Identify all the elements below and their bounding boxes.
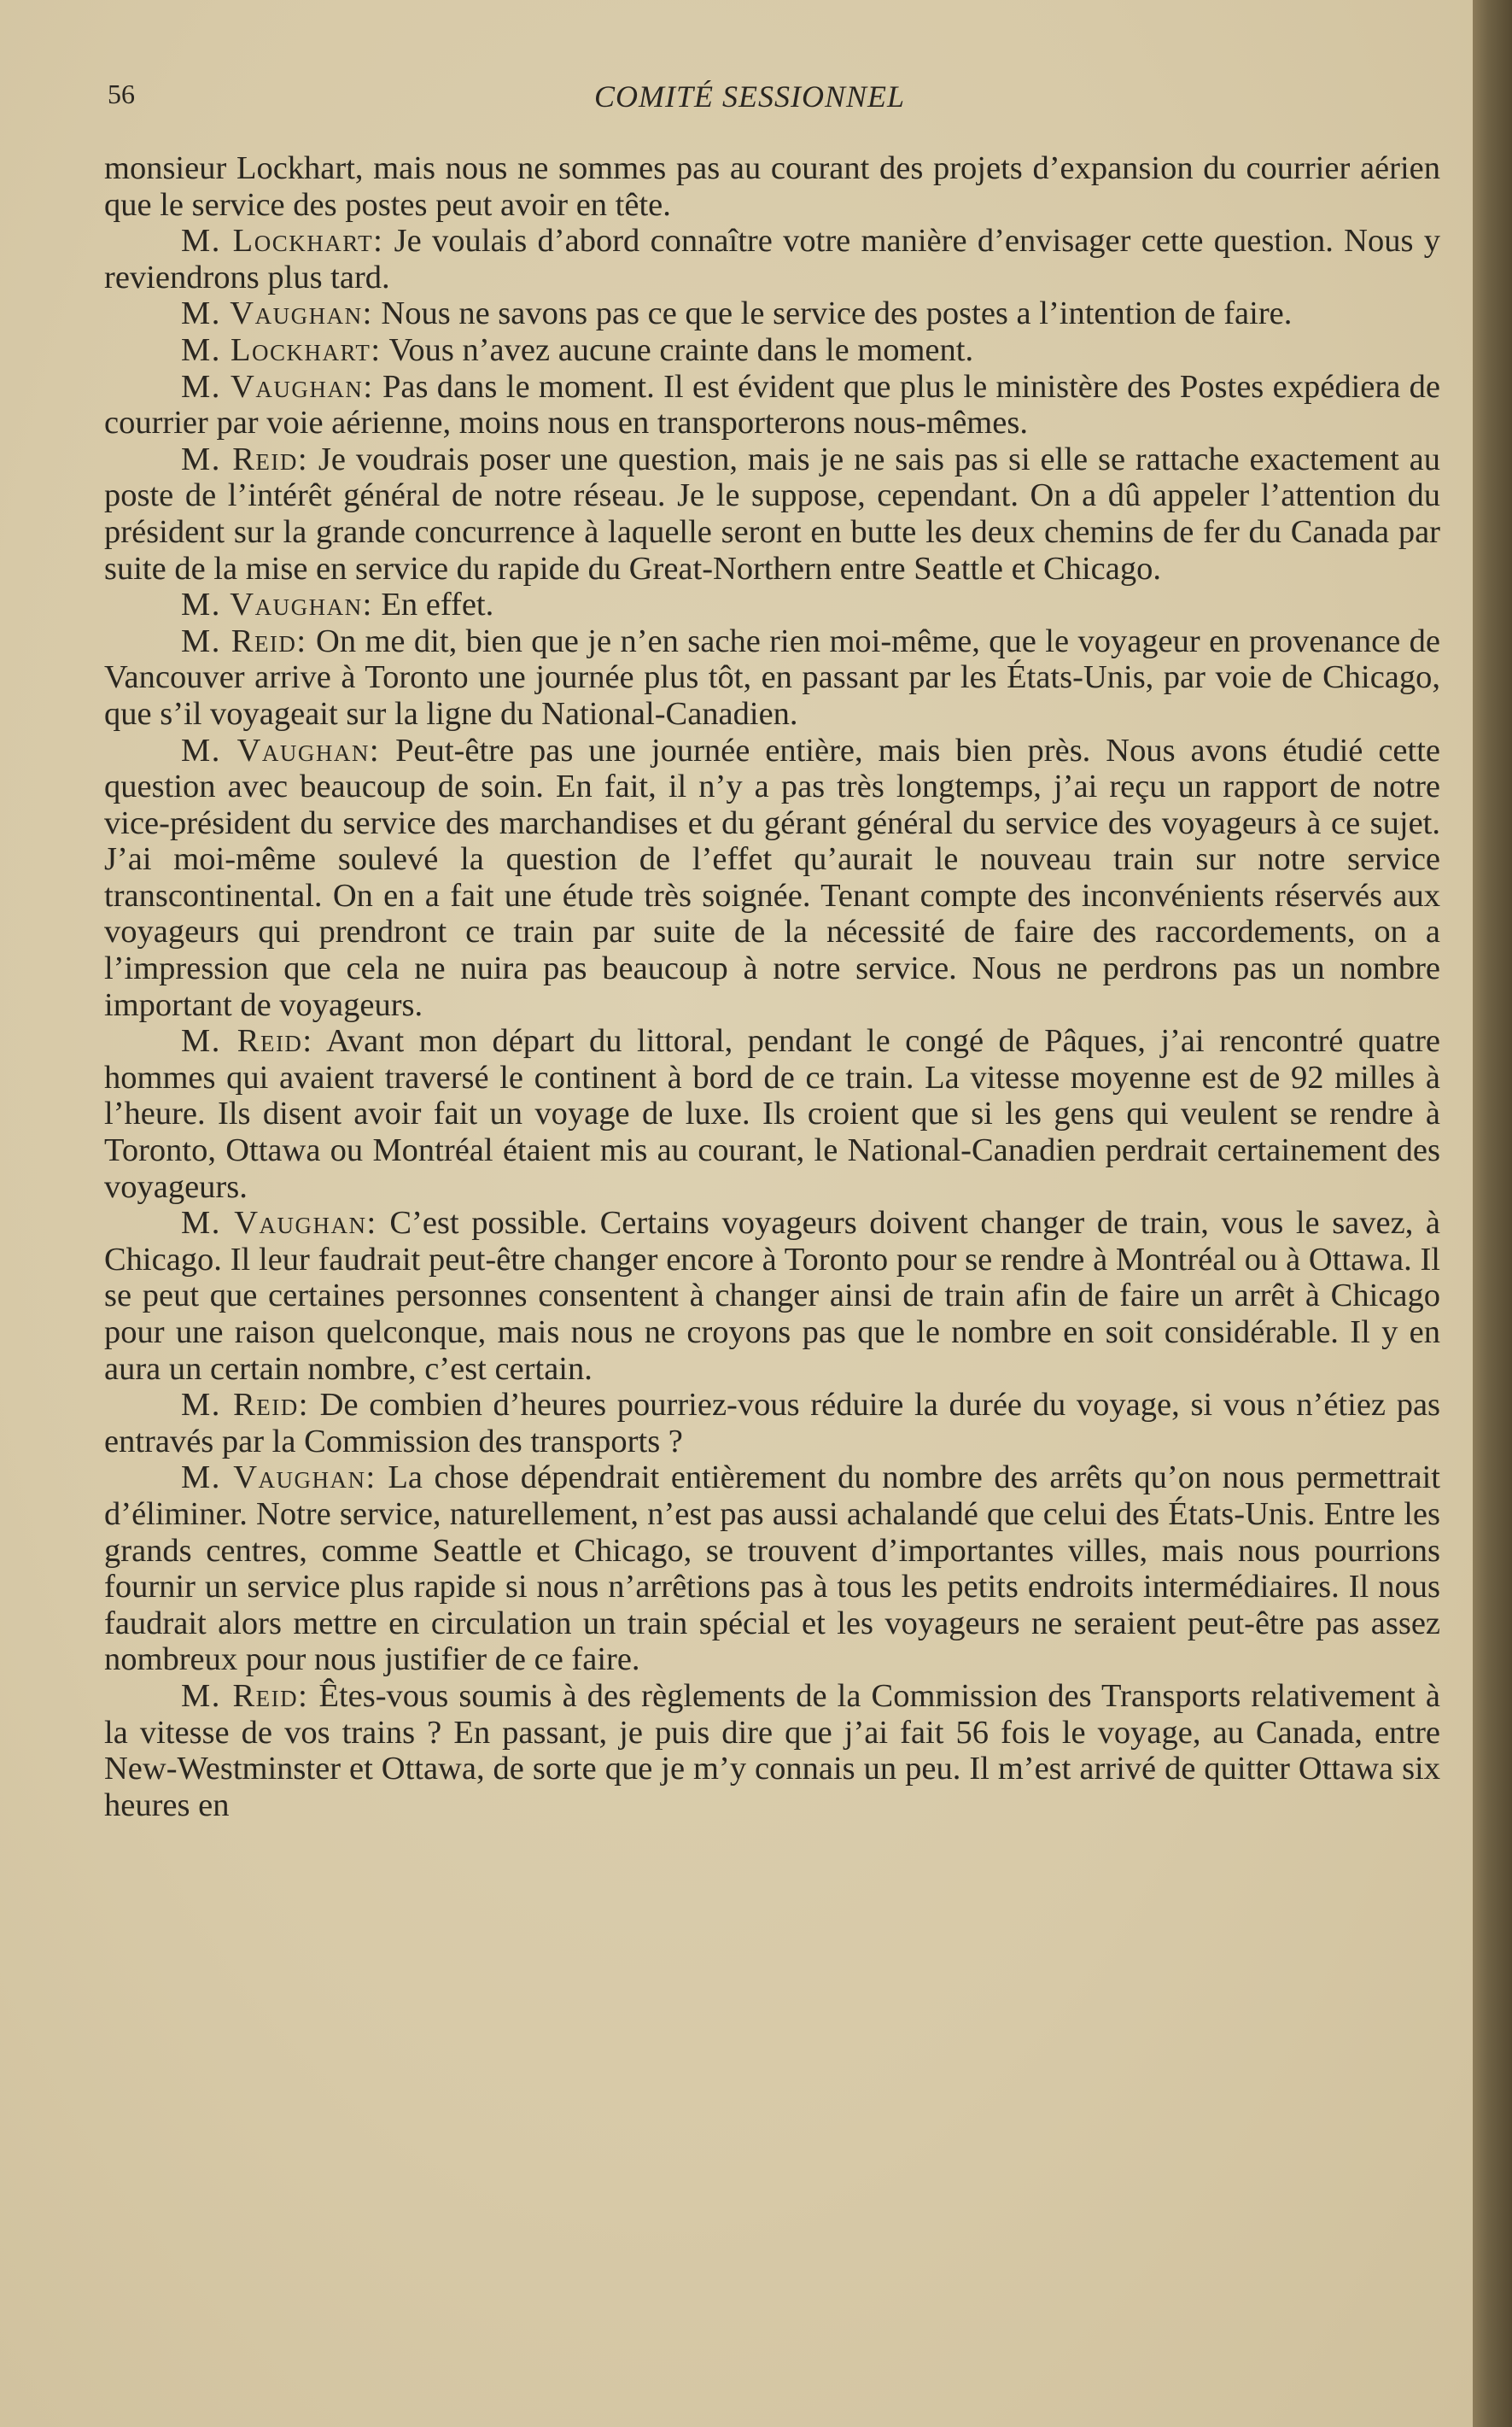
paragraph	[104, 623, 1440, 733]
speaker-name: M. Reid:	[181, 623, 307, 659]
speaker-name: M. Reid:	[181, 1023, 313, 1060]
paragraph	[104, 332, 1440, 369]
speaker-name: M. Vaughan:	[181, 1459, 377, 1496]
paragraph-text: Avant mon départ du littoral, pendant le congé de Pâques, j’ai rencontré quatre hommes qui avaient traversé le continent à bord de ce train. La vitesse moyenne est de 92 milles à l’heure. Ils disent avoir fait un voyage de luxe. Ils croient que si les gens qui veulent se rendre à Toronto, Ottawa ou Montréal étaient mis au courant, le National-Canadien perdrait certainement des voyageurs.	[104, 1023, 1440, 1205]
book-binding-edge	[1473, 0, 1512, 2427]
paragraph-text: Êtes-vous soumis à des règlements de la Commission des Transports relativement à la vitesse de vos trains ? En passant, je puis dire que j’ai fait 56 fois le voyage, au Canada, entre New-Westminster et Ottawa, de sorte que je m’y connais un peu. Il m’est arrivé de quitter Ottawa six heures en	[104, 1677, 1441, 1823]
paragraph-text: En effet.	[381, 587, 494, 623]
paragraph-text: monsieur Lockhart, mais nous ne sommes pas au courant des projets d’expansion du courrier aérien que le service des postes peut avoir en tête.	[104, 150, 1440, 223]
paragraph-text: Je voulais d’abord connaître votre manière d’envisager cette question. Nous y reviendrons plus tard.	[104, 223, 1440, 295]
speaker-name: M. Vaughan:	[181, 587, 373, 623]
speaker-name: M. Lockhart:	[181, 223, 384, 260]
speaker-name: M. Vaughan:	[181, 368, 374, 405]
paragraph	[104, 223, 1440, 295]
page-title: COMITÉ SESSIONNEL	[594, 79, 906, 114]
paragraph	[104, 587, 1440, 623]
paragraph-text: Vous n’avez aucune crainte dans le moment.	[388, 331, 974, 368]
body-text	[104, 150, 1440, 1823]
paragraph	[104, 369, 1440, 442]
paragraph	[104, 1459, 1440, 1678]
paragraph	[104, 295, 1440, 332]
paragraph-text: Pas dans le moment. Il est évident que plus le ministère des Postes expédiera de courrier par voie aérienne, moins nous en transporterons nous-mêmes.	[104, 368, 1441, 442]
paragraph-text: On me dit, bien que je n’en sache rien moi-même, que le voyageur en provenance de Vancouver arrive à Toronto une journée plus tôt, en passant par les États-Unis, par voie de Chicago, que s’il voyageait sur la ligne du National-Canadien.	[104, 623, 1441, 732]
speaker-name: M. Reid:	[181, 441, 309, 477]
page-number: 56	[108, 79, 135, 109]
speaker-name: M. Lockhart:	[181, 331, 382, 368]
speaker-name: M. Vaughan:	[181, 732, 381, 769]
paragraph-text: C’est possible. Certains voyageurs doivent changer de train, vous le savez, à Chicago. Il leur faudrait peut-être changer encore à Toronto pour se rendre à Montréal ou à Ottawa. Il se peut que certaines personnes consentent à changer ainsi de train afin de faire un arrêt à Chicago pour une raison quelconque, mais nous ne croyons pas que le nombre en soit considérable. Il y en aura un certain nombre, c’est certain.	[104, 1205, 1441, 1387]
paragraph	[104, 1387, 1440, 1459]
paragraph	[104, 1023, 1440, 1205]
speaker-name: M. Reid:	[181, 1677, 309, 1714]
paragraph-text: Nous ne savons pas ce que le service des postes a l’intention de faire.	[381, 295, 1293, 332]
paragraph-text: Peut-être pas une journée entière, mais bien près. Nous avons étudié cette question avec beaucoup de soin. En fait, il n’y a pas très longtemps, j’ai reçu un rapport de notre vice-président du service des marchandises et du gérant général du service des voyageurs à ce sujet. J’ai moi-même soulevé la question de l’effet qu’aurait le nouveau train sur notre service transcontinental. On en a fait une étude très soignée. Tenant compte des inconvénients réservés aux voyageurs qui prendront ce train par suite de la nécessité de faire des raccordements, on a l’impression que cela ne nuira pas beaucoup à notre service. Nous ne perdrons pas un nombre important de voyageurs.	[104, 732, 1441, 1023]
paragraph-text: Je voudrais poser une question, mais je ne sais pas si elle se rattache exactement au poste de l’intérêt général de notre réseau. Je le suppose, cependant. On a dû appeler l’attention du président sur la grande concurrence à laquelle seront en butte les deux chemins de fer du Canada par suite de la mise en service du rapide du Great-Northern entre Seattle et Chicago.	[104, 441, 1441, 587]
paragraph	[104, 150, 1440, 223]
paragraph	[104, 1205, 1440, 1387]
speaker-name: M. Vaughan:	[181, 1205, 377, 1242]
paragraph	[104, 733, 1440, 1024]
paragraph-text: De combien d’heures pourriez-vous réduire la durée du voyage, si vous n’étiez pas entravés par la Commission des transports ?	[104, 1387, 1441, 1459]
paragraph	[104, 1678, 1440, 1823]
paragraph	[104, 442, 1440, 587]
running-header	[108, 79, 1439, 120]
speaker-name: M. Reid:	[181, 1387, 309, 1424]
speaker-name: M. Vaughan:	[181, 295, 373, 332]
paragraph-text: La chose dépendrait entièrement du nombre des arrêts qu’on nous permettrait d’éliminer. Notre service, naturellement, n’est pas aussi achalandé que celui des États-Unis. Entre les grands centres, comme Seattle et Chicago, se trouvent d’importantes villes, mais nous pourrions fournir un service plus rapide si nous n’arrêtions pas à tous les petits endroits intermédiaires. Il nous faudrait alors mettre en circulation un train spécial et les voyageurs ne seraient peut-être pas assez nombreux pour nous justifier de ce faire.	[104, 1459, 1441, 1678]
